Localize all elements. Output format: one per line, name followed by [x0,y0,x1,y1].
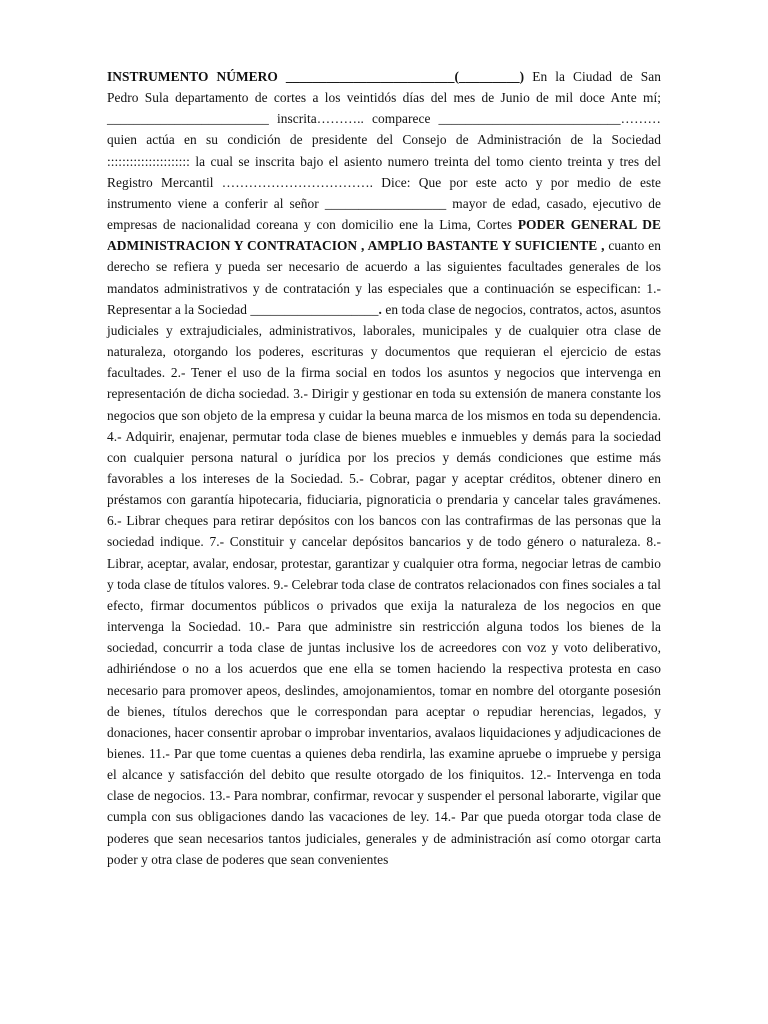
power-grant-title: PODER GENERAL DE ADMINISTRACION Y CONTRATACION , AMPLIO BASTANTE Y SUFICIENTE , [107,217,661,254]
body-text-opening: En la Ciudad de San Pedro Sula departamento de cortes a los veintidós días del mes de Junio de mil doce Ante mí; ________________________ inscrita……….. comparece ___________________________……… quien actúa en su condición de presidente del Consejo de Administración de la Sociedad :::::::::::::::::::::: la cual se inscrita bajo el asiento numero treinta del tomo ciento treinta y tres del Registro Mercantil ……………………………. Dice: Que por este acto y por medio de este instrumento viene a conferir al señor __________________ mayor de edad, casado, ejecutivo de empresas de nacionalidad coreana y con domicilio ene la Lima, Cortes [107,69,661,233]
body-text-faculties-intro: cuanto en derecho se refiera y pueda ser necesario de acuerdo a las siguientes facultades generales de los mandatos administrativos y de contratación y las especiales que a continuación se especifican: 1.- Representar a la Sociedad ___________________ [107,238,661,317]
document-body [107,66,661,870]
body-text-faculties-list: en toda clase de negocios, contratos, actos, asuntos judiciales y extrajudiciales, administrativos, laborales, municipales y de cualquier otra clase de naturaleza, otorgando los poderes, escrituras y documentos que requieran el ejercicio de estas facultades. 2.- Tener el uso de la firma social en todos los asuntos y negocios que intervenga en representación de dicha sociedad. 3.- Dirigir y gestionar en toda su extensión de manera constante los negocios que son objeto de la empresa y cuidar la beuna marca de los mismos en toda su dependencia. 4.- Adquirir, enajenar, permutar toda clase de bienes muebles e inmuebles y demás para la sociedad con cualquier persona natural o jurídica por los precios y demás condiciones que estime más favorables a los intereses de la Sociedad. 5.- Cobrar, pagar y aceptar créditos, obtener dinero en préstamos con garantía hipotecaria, fiduciaria, pignoraticia o prendaria y cancelar tales gravámenes. 6.- Librar cheques para retirar depósitos con los bancos con las contrafirmas de las personas que la sociedad indique. 7.- Constituir y cancelar depósitos bancarios y de todo género o naturaleza. 8.- Librar, aceptar, avalar, endosar, protestar, garantizar y cualquier otra forma, negociar letras de cambio y toda clase de títulos valores. 9.- Celebrar toda clase de contratos relacionados con fines sociales a tal efecto, firmar documentos públicos o privados que exija la naturaleza de los negocios en que intervenga la Sociedad. 10.- Para que administre sin restricción alguna todos los bienes de la sociedad, concurrir a toda clase de juntas inclusive los de acreedores con voz y voto deliberativo, adhiriéndose o no a los acuerdos que ene ella se tomen haciendo la respectiva protesta en caso necesario para promover apeos, deslindes, amojonamientos, tomar en nombre del otorgante posesión de bienes, títulos derechos que le correspondan para aceptar o repudiar herencias, legados, y donaciones, hacer consentir aprobar o improbar inventarios, avalaos liquidaciones y adjudicaciones de bienes. 11.- Par que tome cuentas a quienes deba rendirla, las examine apruebe o impruebe y persiga el alcance y satisfacción del debito que resulte otorgado de los finiquitos. 12.- Intervenga en toda clase de negocios. 13.- Para nombrar, confirmar, revocar y suspender el personal laborarte, vigilar que cumpla con sus obligaciones dando las vacaciones de ley. 14.- Par que pueda otorgar toda clase de poderes que sean necesarios tantos judiciales, generales y de administración así como otorgar carta poder y otra clase de poderes que sean convenientes [107,301,661,867]
instrument-heading: INSTRUMENTO NÚMERO _________________________(_________) [107,69,525,84]
document-page [107,66,661,870]
company-name-period: . [378,301,382,317]
